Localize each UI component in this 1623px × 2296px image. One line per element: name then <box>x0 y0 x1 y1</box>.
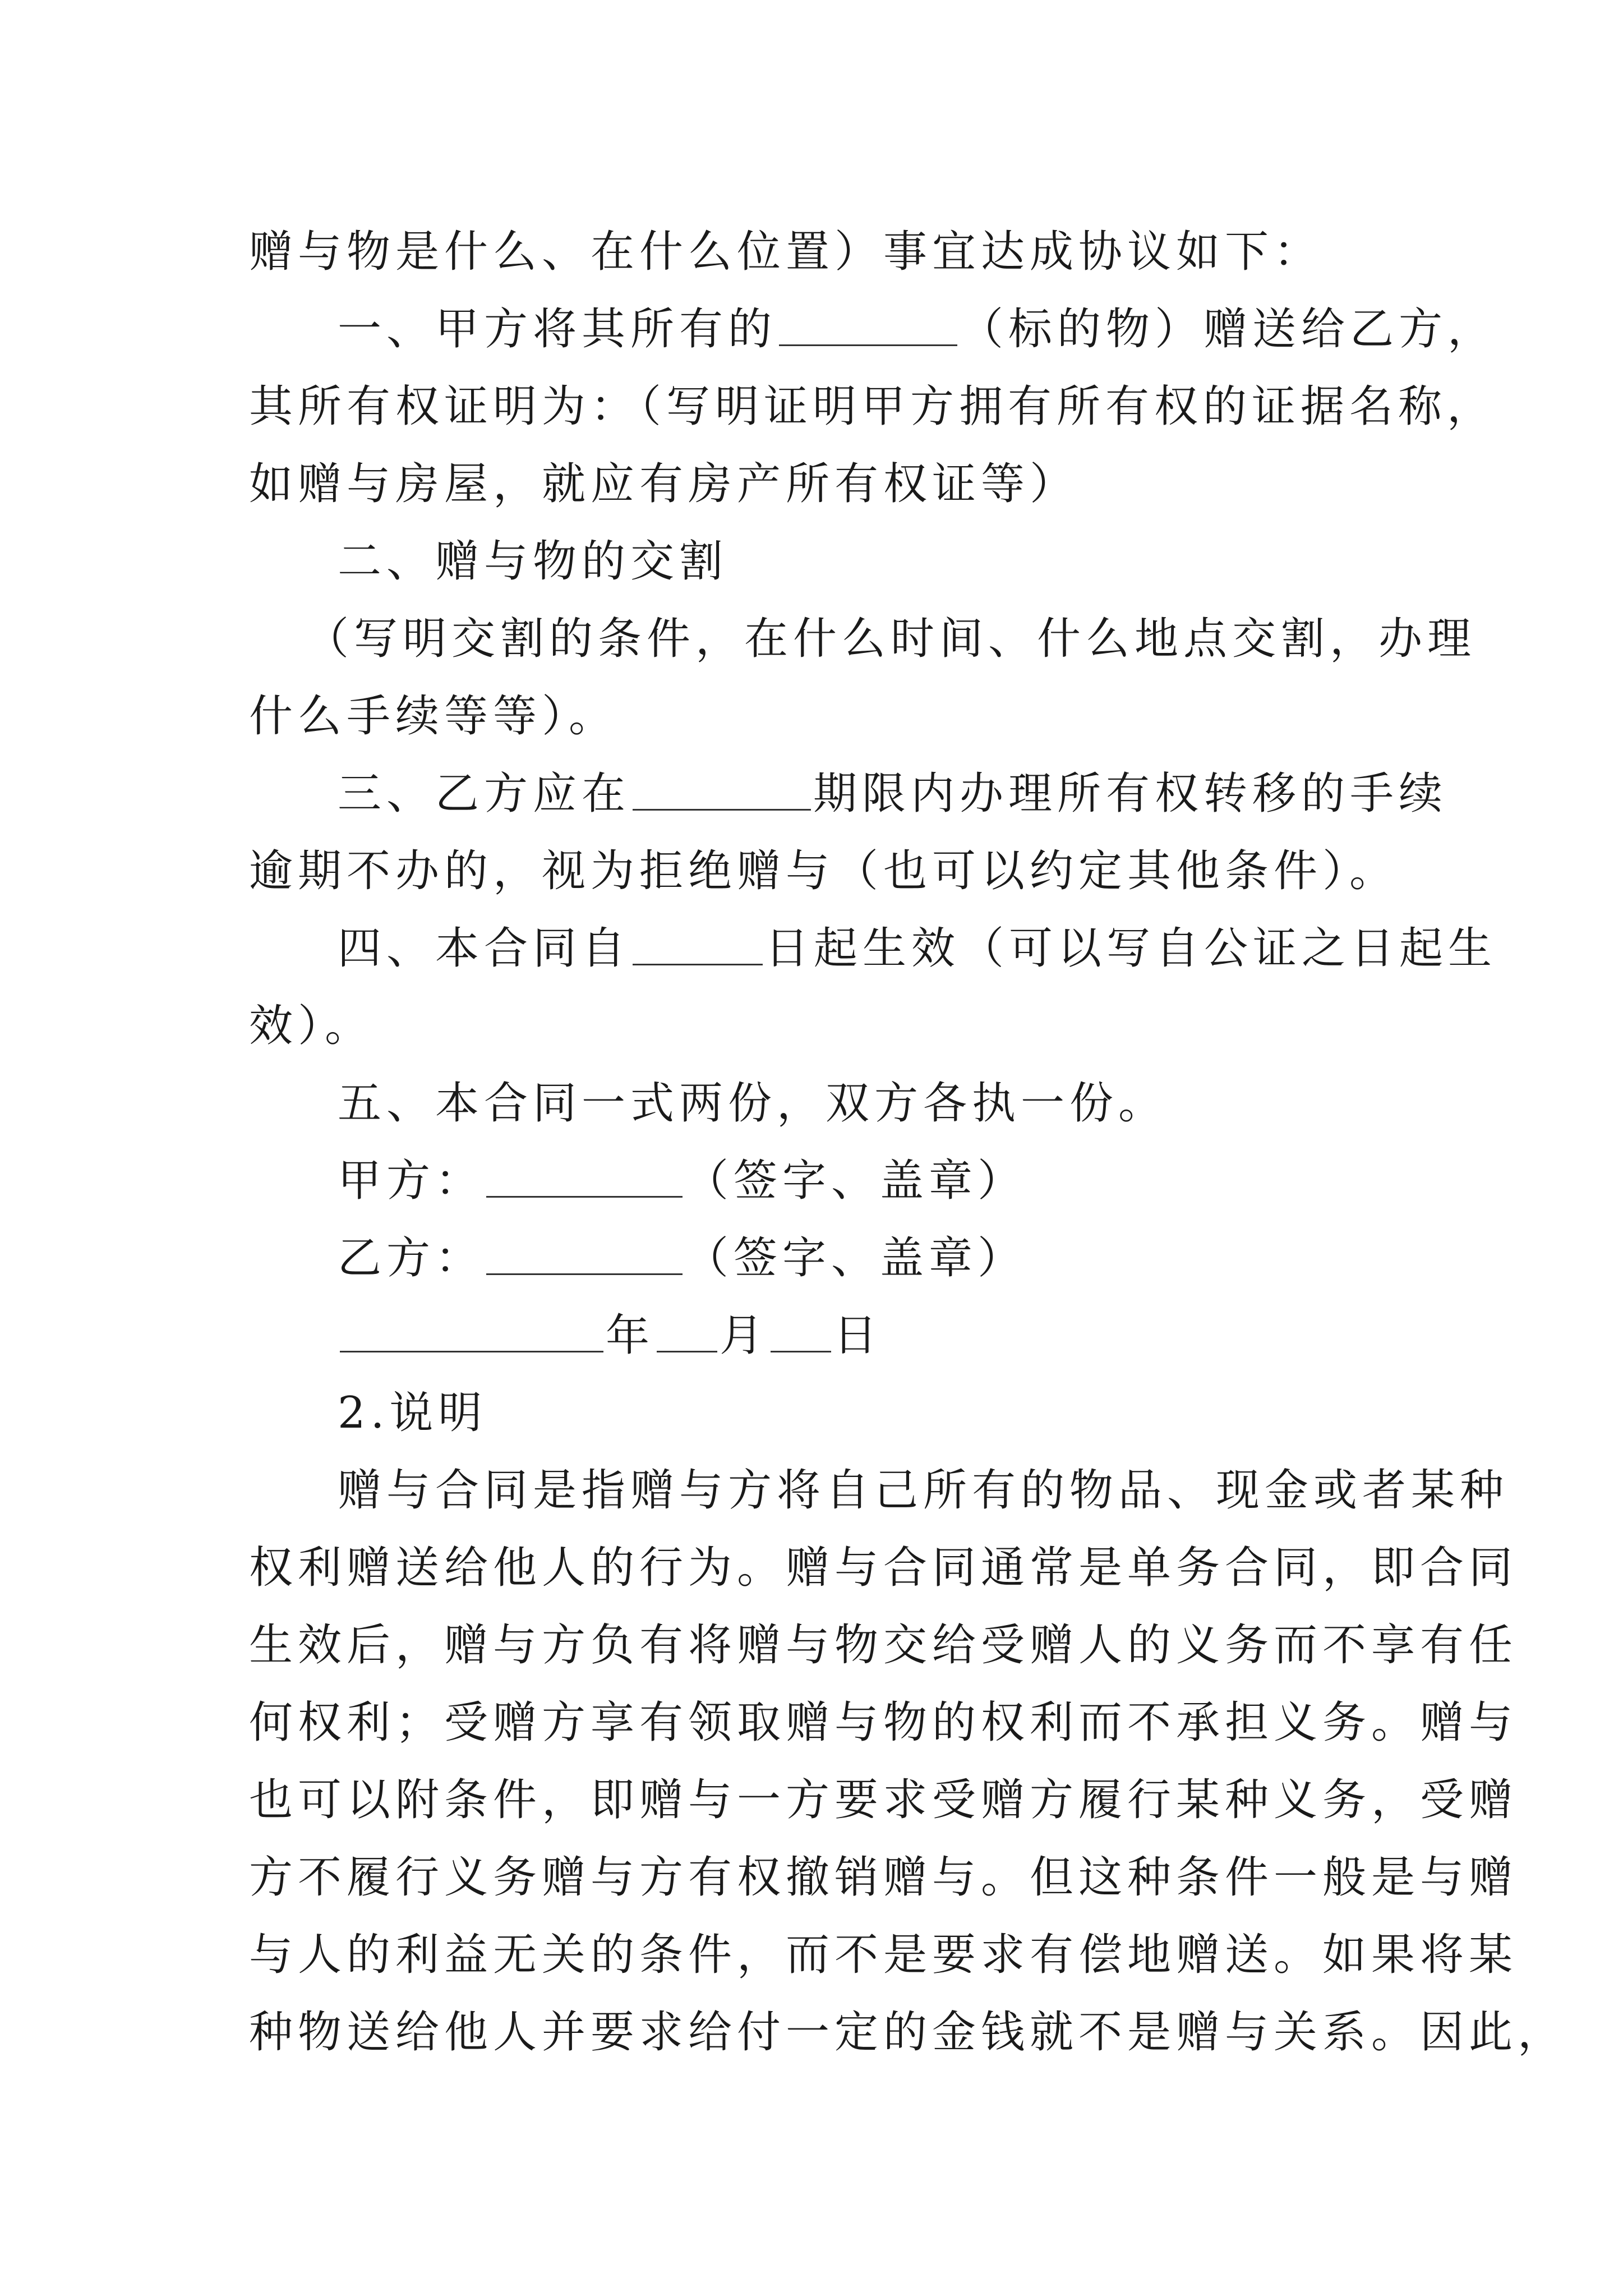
clause-4-text: 四、本合同自 <box>338 923 631 974</box>
party-a-blank <box>486 1152 683 1198</box>
clause-3 <box>249 755 1448 832</box>
party-b-blank <box>486 1230 683 1275</box>
fill-blank-effective-date <box>633 920 763 965</box>
text-line: 什么手续等等）。 <box>249 691 618 742</box>
text-line: 赠与物是什么、在什么位置）事宜达成协议如下： <box>249 227 1323 277</box>
clause-4-text-end: 日起生效（可以写自公证之日起生 <box>765 923 1497 974</box>
month-blank <box>657 1307 717 1352</box>
explanation-line: 生效后，赠与方负有将赠与物交给受赠人的义务而不享有任 <box>249 1620 1518 1671</box>
explanation-line: 何权利；受赠方享有领取赠与物的权利而不承担义务。赠与 <box>249 1697 1518 1748</box>
clause-3-text-end: 期限内办理所有权转移的手续 <box>813 769 1448 819</box>
explanation-line: 方不履行义务赠与方有权撤销赠与。但这种条件一般是与赠 <box>249 1852 1518 1903</box>
explanation-line: 赠与合同是指赠与方将自己所有的物品、现金或者某种 <box>338 1465 1509 1516</box>
clause-2-title: 二、赠与物的交割 <box>338 536 728 587</box>
explanation-line: 种物送给他人并要求给付一定的金钱就不是赠与关系。因此， <box>249 2007 1567 2058</box>
clause-5: 五、本合同一式两份，双方各执一份。 <box>338 1078 1168 1129</box>
day-label: 日 <box>833 1310 883 1361</box>
explanation-line: 权利赠送给他人的行为。赠与合同通常是单务合同，即合同 <box>249 1543 1518 1593</box>
text-line: 逾期不办的，视为拒绝赠与（也可以约定其他条件）。 <box>249 846 1399 896</box>
text-line: 其所有权证明为：（写明证明甲方拥有所有权的证据名称， <box>249 381 1496 432</box>
clause-1-text-end: （标的物）赠送给乙方， <box>960 304 1497 355</box>
fill-blank-subject <box>779 301 957 346</box>
party-b-signature <box>249 1220 1393 1297</box>
document-body <box>249 213 1567 2071</box>
text-line: （写明交割的条件，在什么时间、什么地点交割，办理 <box>305 614 1477 664</box>
text-line: 如赠与房屋，就应有房产所有权证等） <box>249 459 1079 509</box>
year-blank <box>340 1307 603 1352</box>
clause-1 <box>249 291 1497 368</box>
text-line: 效）。 <box>249 1001 374 1051</box>
explanation-line: 与人的利益无关的条件，而不是要求有偿地赠送。如果将某 <box>249 1930 1518 1980</box>
clause-4 <box>249 910 1497 987</box>
month-label: 月 <box>720 1310 769 1361</box>
party-b-note: （签字、盖章） <box>685 1233 1027 1283</box>
fill-blank-period <box>633 765 811 811</box>
explanation-line: 也可以附条件，即赠与一方要求受赠方履行某种义务，受赠 <box>249 1775 1518 1825</box>
section-2-title: 2.说明 <box>338 1388 487 1438</box>
day-blank <box>771 1307 831 1352</box>
date-line <box>249 1297 1393 1374</box>
party-b-label: 乙方： <box>338 1233 485 1283</box>
clause-1-text: 一、甲方将其所有的 <box>338 304 777 355</box>
party-a-label: 甲方： <box>338 1156 485 1206</box>
party-a-note: （签字、盖章） <box>685 1156 1027 1206</box>
year-label: 年 <box>606 1310 655 1361</box>
party-a-signature <box>249 1142 1393 1220</box>
clause-3-text: 三、乙方应在 <box>338 769 631 819</box>
